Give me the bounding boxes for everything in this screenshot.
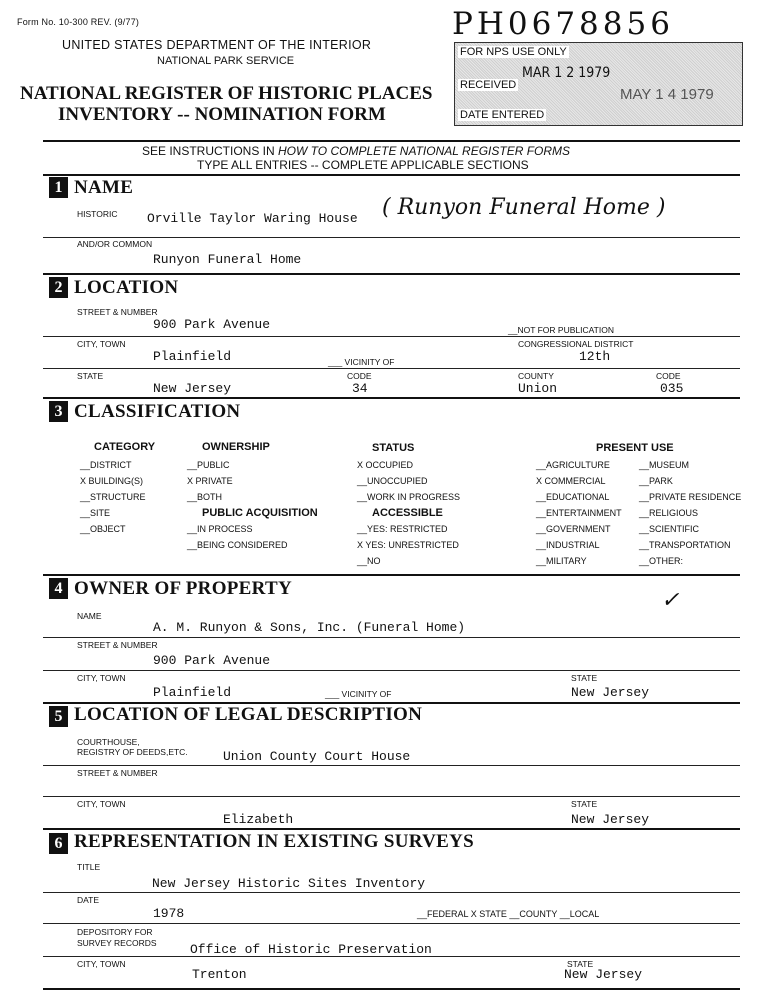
status-occupied[interactable]: X OCCUPIED (357, 460, 414, 470)
use-government[interactable]: __GOVERNMENT (536, 524, 611, 534)
instructions-text: SEE INSTRUCTIONS IN (142, 144, 279, 158)
state-field[interactable]: New Jersey (153, 381, 232, 396)
instructions-reference: HOW TO COMPLETE NATIONAL REGISTER FORMS (278, 144, 571, 158)
divider (43, 923, 740, 924)
owner-street-label: STREET & NUMBER (77, 640, 158, 650)
accessible-heading: ACCESSIBLE (372, 507, 443, 519)
divider (43, 828, 740, 830)
form-number: Form No. 10-300 REV. (9/77) (17, 17, 140, 27)
courthouse-label-line1: COURTHOUSE, (77, 737, 140, 747)
accessible-restricted[interactable]: __YES: RESTRICTED (357, 524, 448, 534)
public-acquisition-heading: PUBLIC ACQUISITION (202, 507, 318, 519)
status-unoccupied[interactable]: __UNOCCUPIED (357, 476, 428, 486)
congressional-district-label: CONGRESSIONAL DISTRICT (518, 339, 634, 349)
depository-state-label: STATE (567, 959, 594, 969)
section-3-number: 3 (49, 401, 68, 422)
divider (43, 368, 740, 369)
ownership-private[interactable]: X PRIVATE (187, 476, 233, 486)
divider (43, 956, 740, 957)
category-site[interactable]: __SITE (80, 508, 111, 518)
use-other[interactable]: __OTHER: (639, 556, 684, 566)
instructions-line2: TYPE ALL ENTRIES -- COMPLETE APPLICABLE SECTIONS (197, 158, 529, 172)
divider (43, 174, 740, 176)
divider (43, 765, 740, 766)
section-6-number: 6 (49, 833, 68, 854)
section-1-number: 1 (49, 177, 68, 198)
depository-label-line1: DEPOSITORY FOR (77, 927, 153, 937)
handwritten-ref-number: PH0678856 (452, 6, 674, 42)
owner-vicinity-option[interactable]: ___ VICINITY OF (325, 689, 392, 699)
accessible-no[interactable]: __NO (357, 556, 381, 566)
depository-city-label: CITY, TOWN (77, 959, 126, 969)
use-educational[interactable]: __EDUCATIONAL (536, 492, 610, 502)
county-code-field[interactable]: 035 (660, 381, 684, 396)
use-industrial[interactable]: __INDUSTRIAL (536, 540, 600, 550)
congressional-district-field[interactable]: 12th (579, 349, 611, 364)
historic-name-field[interactable]: Orville Taylor Waring House (147, 211, 358, 226)
section-3-title: CLASSIFICATION (74, 401, 241, 422)
form-title-line2: INVENTORY -- NOMINATION FORM (58, 104, 386, 125)
handwritten-check-mark: ✓ (661, 588, 680, 613)
street-field[interactable]: 900 Park Avenue (153, 317, 271, 332)
date-entered-label: DATE ENTERED (460, 109, 545, 121)
owner-city-field[interactable]: Plainfield (153, 685, 232, 700)
use-park[interactable]: __PARK (639, 476, 673, 486)
courthouse-field[interactable]: Union County Court House (223, 749, 411, 764)
owner-name-label: NAME (77, 611, 102, 621)
courthouse-label-line2: REGISTRY OF DEEDS,ETC. (77, 747, 188, 757)
section-6-title: REPRESENTATION IN EXISTING SURVEYS (74, 831, 475, 852)
county-label: COUNTY (518, 371, 554, 381)
section-5-title: LOCATION OF LEGAL DESCRIPTION (74, 704, 423, 725)
section-4-number: 4 (49, 578, 68, 599)
state-label: STATE (77, 371, 104, 381)
use-entertainment[interactable]: __ENTERTAINMENT (536, 508, 622, 518)
use-religious[interactable]: __RELIGIOUS (639, 508, 699, 518)
ownership-heading: OWNERSHIP (202, 441, 270, 453)
street-label: STREET & NUMBER (77, 307, 158, 317)
divider (43, 892, 740, 893)
survey-date-field[interactable]: 1978 (153, 906, 185, 921)
section-2-number: 2 (49, 277, 68, 298)
legal-city-label: CITY, TOWN (77, 799, 126, 809)
divider (43, 988, 740, 990)
legal-city-field[interactable]: Elizabeth (223, 812, 294, 827)
handwritten-note: ( Runyon Funeral Home ) (382, 195, 666, 220)
not-for-publication-option[interactable]: __NOT FOR PUBLICATION (508, 325, 614, 335)
depository-field[interactable]: Office of Historic Preservation (190, 942, 432, 957)
category-heading: CATEGORY (94, 441, 156, 453)
owner-name-field[interactable]: A. M. Runyon & Sons, Inc. (Funeral Home) (153, 620, 466, 635)
ownership-public[interactable]: __PUBLIC (187, 460, 230, 470)
use-military[interactable]: __MILITARY (536, 556, 587, 566)
accessible-unrestricted[interactable]: X YES: UNRESTRICTED (357, 540, 459, 550)
state-code-field[interactable]: 34 (352, 381, 368, 396)
owner-state-label: STATE (571, 673, 598, 683)
county-field[interactable]: Union (518, 381, 558, 396)
city-field[interactable]: Plainfield (153, 349, 232, 364)
depository-city-field[interactable]: Trenton (192, 967, 247, 982)
use-commercial[interactable]: X COMMERCIAL (536, 476, 606, 486)
divider (43, 273, 740, 275)
department-name: UNITED STATES DEPARTMENT OF THE INTERIOR (62, 38, 372, 52)
divider (43, 237, 740, 238)
entered-date-stamp: MAY 1 4 1979 (620, 86, 714, 103)
use-museum[interactable]: __MUSEUM (639, 460, 690, 470)
legal-street-label: STREET & NUMBER (77, 768, 158, 778)
form-title-line1: NATIONAL REGISTER OF HISTORIC PLACES (20, 83, 433, 104)
common-name-field[interactable]: Runyon Funeral Home (153, 252, 302, 267)
received-label: RECEIVED (460, 79, 517, 91)
common-name-label: AND/OR COMMON (77, 239, 153, 249)
category-object[interactable]: __OBJECT (80, 524, 126, 534)
historic-label: HISTORIC (77, 209, 118, 219)
owner-street-field[interactable]: 900 Park Avenue (153, 653, 271, 668)
owner-state-field[interactable]: New Jersey (571, 685, 650, 700)
survey-level-options[interactable]: __FEDERAL X STATE __COUNTY __LOCAL (417, 909, 600, 919)
divider (43, 336, 740, 337)
divider (43, 574, 740, 576)
use-agriculture[interactable]: __AGRICULTURE (536, 460, 610, 470)
service-name: NATIONAL PARK SERVICE (157, 55, 295, 67)
instructions-line1 (142, 144, 570, 158)
legal-state-field[interactable]: New Jersey (571, 812, 650, 827)
depository-state-field[interactable]: New Jersey (564, 967, 643, 982)
section-4-title: OWNER OF PROPERTY (74, 578, 293, 599)
owner-city-label: CITY, TOWN (77, 673, 126, 683)
survey-date-label: DATE (77, 895, 100, 905)
divider (43, 397, 740, 399)
use-scientific[interactable]: __SCIENTIFIC (639, 524, 700, 534)
category-buildings[interactable]: X BUILDING(S) (80, 476, 144, 486)
use-transportation[interactable]: __TRANSPORTATION (639, 540, 731, 550)
use-private-residence[interactable]: __PRIVATE RESIDENCE (639, 492, 742, 502)
nps-box-label: FOR NPS USE ONLY (460, 46, 567, 58)
status-work-in-progress[interactable]: __WORK IN PROGRESS (357, 492, 461, 502)
depository-label-line2: SURVEY RECORDS (77, 938, 157, 948)
section-2-title: LOCATION (74, 277, 179, 298)
ownership-both[interactable]: __BOTH (187, 492, 223, 502)
county-code-label: CODE (656, 371, 681, 381)
category-district[interactable]: __DISTRICT (80, 460, 132, 470)
code-label: CODE (347, 371, 372, 381)
nps-use-only-box (454, 42, 743, 126)
legal-state-label: STATE (571, 799, 598, 809)
received-date-stamp: MAR 1 2 1979 (522, 65, 611, 81)
acquisition-being-considered[interactable]: __BEING CONSIDERED (187, 540, 288, 550)
acquisition-in-process[interactable]: __IN PROCESS (187, 524, 253, 534)
status-heading: STATUS (372, 442, 415, 454)
section-5-number: 5 (49, 706, 68, 727)
city-label: CITY, TOWN (77, 339, 126, 349)
vicinity-option[interactable]: ___ VICINITY OF (328, 357, 395, 367)
divider (43, 637, 740, 638)
survey-title-field[interactable]: New Jersey Historic Sites Inventory (152, 876, 426, 891)
divider (43, 670, 740, 671)
present-use-heading: PRESENT USE (596, 442, 674, 454)
section-1-title: NAME (74, 177, 134, 198)
divider (43, 796, 740, 797)
divider (43, 140, 740, 142)
survey-title-label: TITLE (77, 862, 101, 872)
category-structure[interactable]: __STRUCTURE (80, 492, 146, 502)
